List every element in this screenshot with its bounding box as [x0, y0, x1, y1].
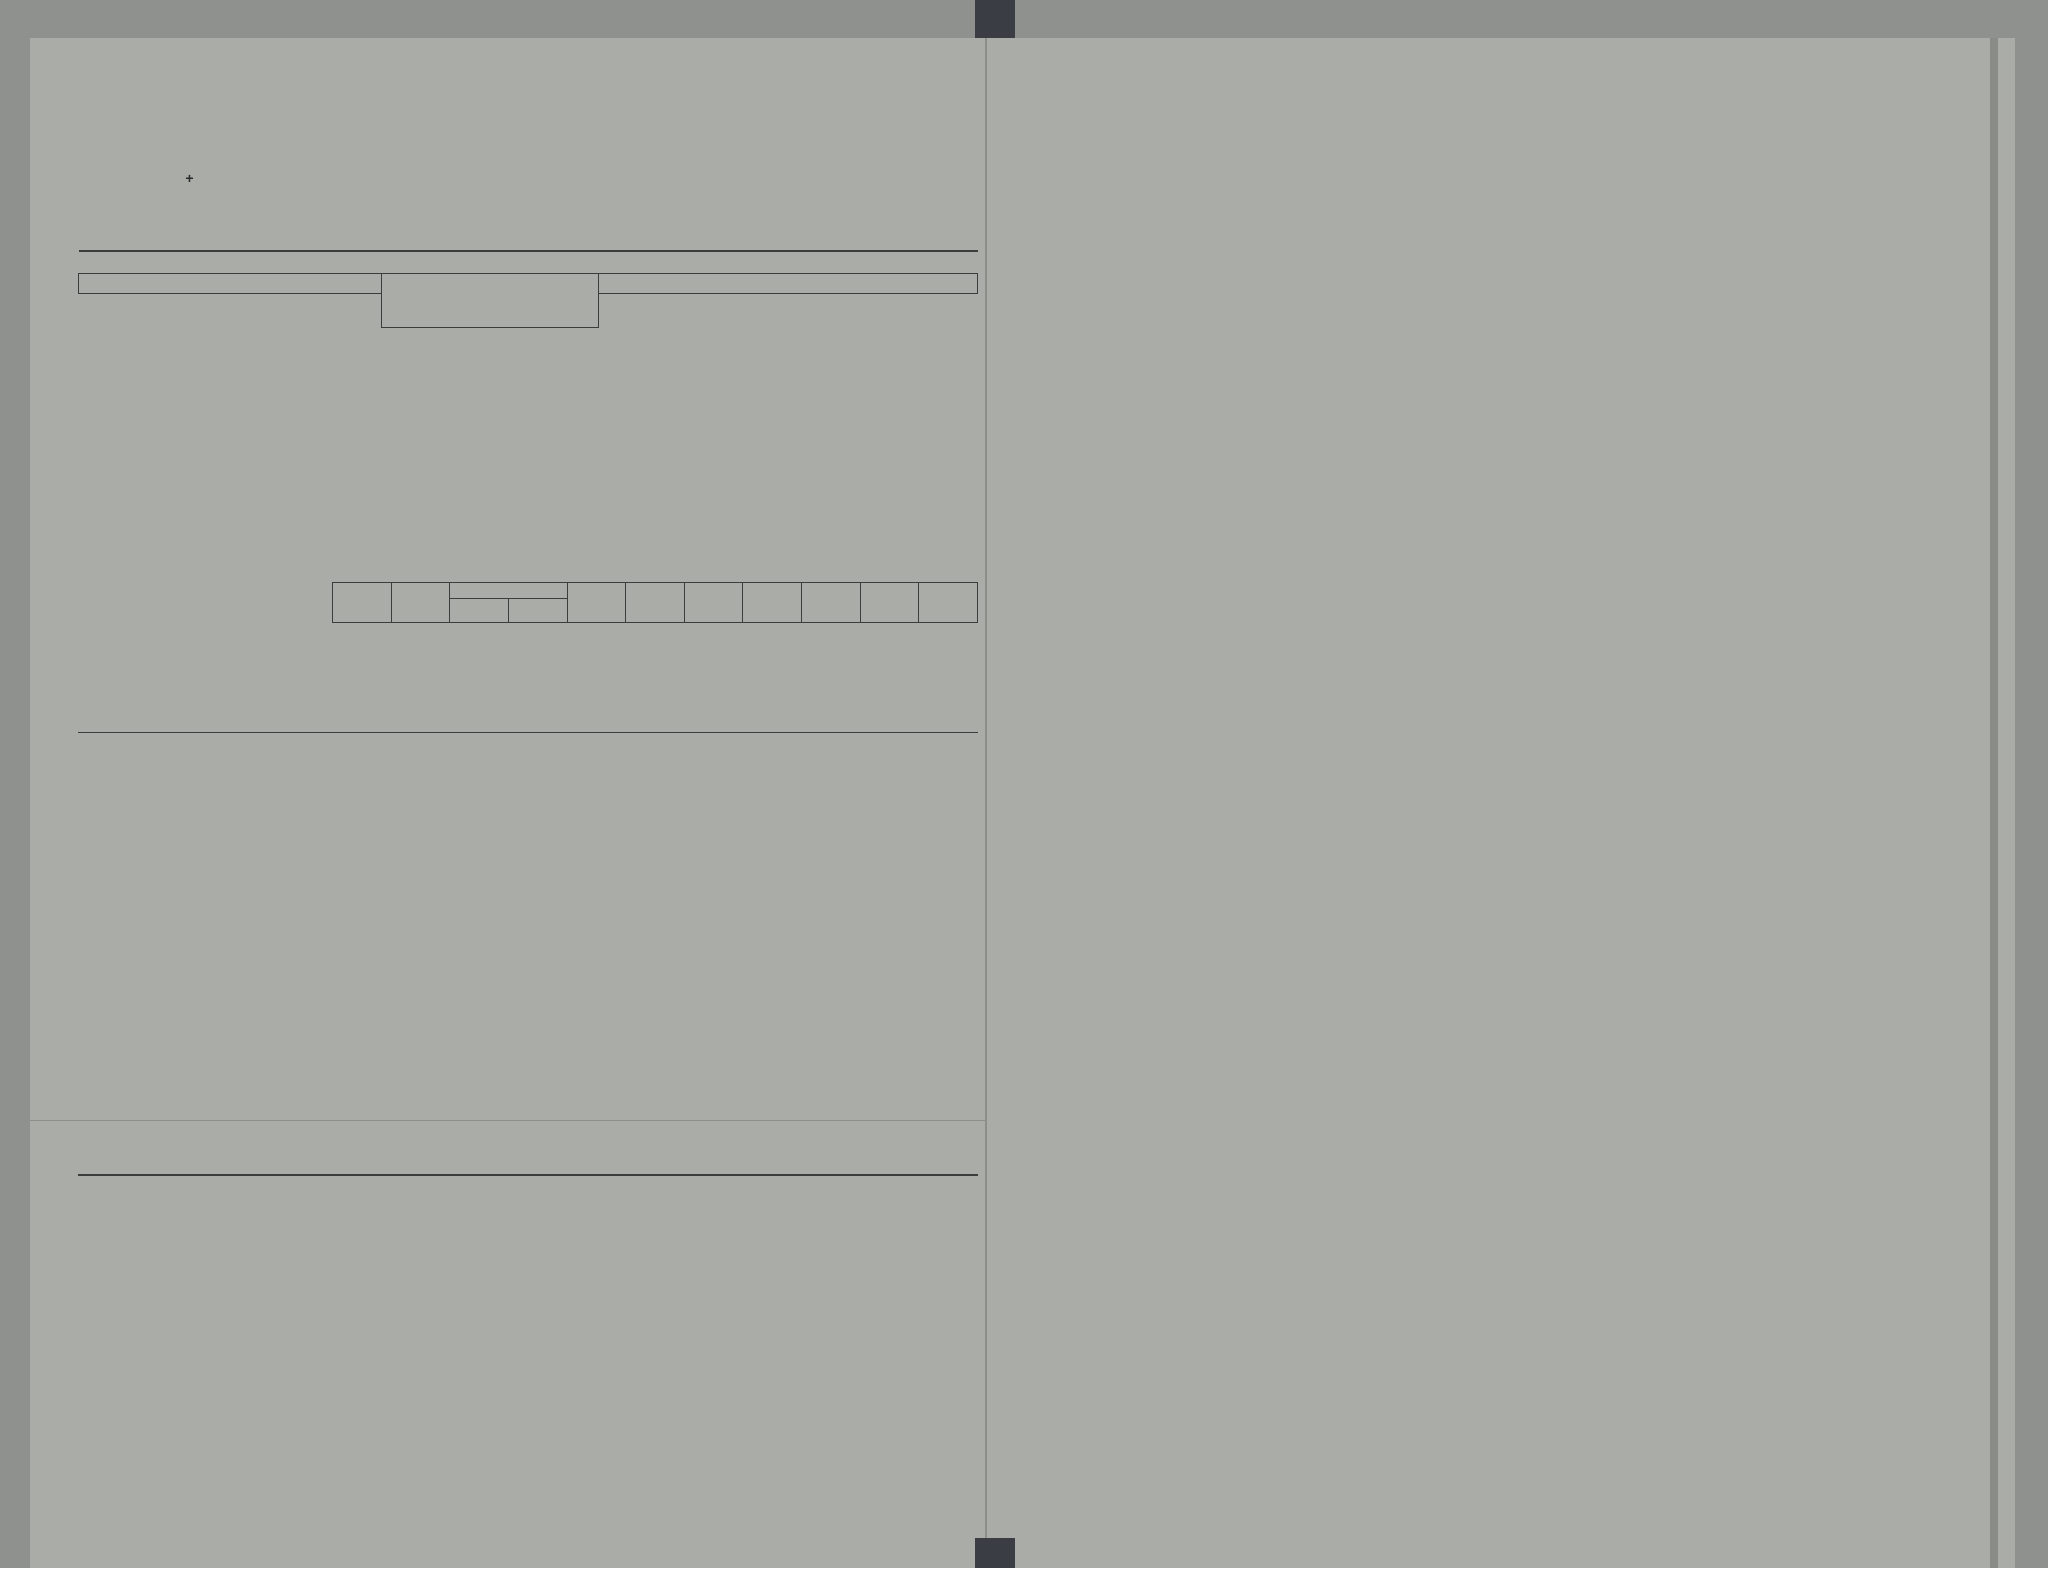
analysis-header — [626, 583, 685, 623]
analysis-header — [391, 583, 450, 623]
analysis-table — [332, 582, 978, 623]
analysis-header — [860, 583, 919, 623]
part-a-table — [78, 250, 978, 328]
fold-line — [985, 38, 987, 1568]
analysis-header — [567, 583, 626, 623]
att-allowed-header — [599, 273, 978, 293]
cmf-header — [450, 583, 567, 599]
binding-strip — [975, 0, 1015, 38]
analysis-header — [450, 599, 509, 623]
col-num — [79, 251, 155, 273]
we-line: + — [185, 170, 198, 186]
col-num — [306, 251, 382, 273]
analysis-header — [802, 583, 861, 623]
part-d-grid — [78, 1174, 978, 1568]
col-num — [750, 251, 826, 273]
detail-header — [382, 273, 599, 327]
col-num — [826, 251, 902, 273]
analysis-header — [333, 583, 392, 623]
col-num — [230, 251, 306, 273]
analysis-header — [743, 583, 802, 623]
col-num — [154, 251, 230, 273]
we-excl-header — [79, 273, 382, 293]
footer-bar — [0, 1568, 2048, 1582]
col-num — [382, 251, 599, 273]
part-bc-grid — [78, 732, 978, 1123]
part-e-table — [1000, 198, 2000, 1358]
analysis-header — [684, 583, 743, 623]
col-num — [674, 251, 750, 273]
col-num — [902, 251, 978, 273]
analysis-header — [919, 583, 978, 623]
binding-strip-bottom — [975, 1538, 1015, 1568]
col-num — [599, 251, 675, 273]
analysis-header — [508, 599, 567, 623]
